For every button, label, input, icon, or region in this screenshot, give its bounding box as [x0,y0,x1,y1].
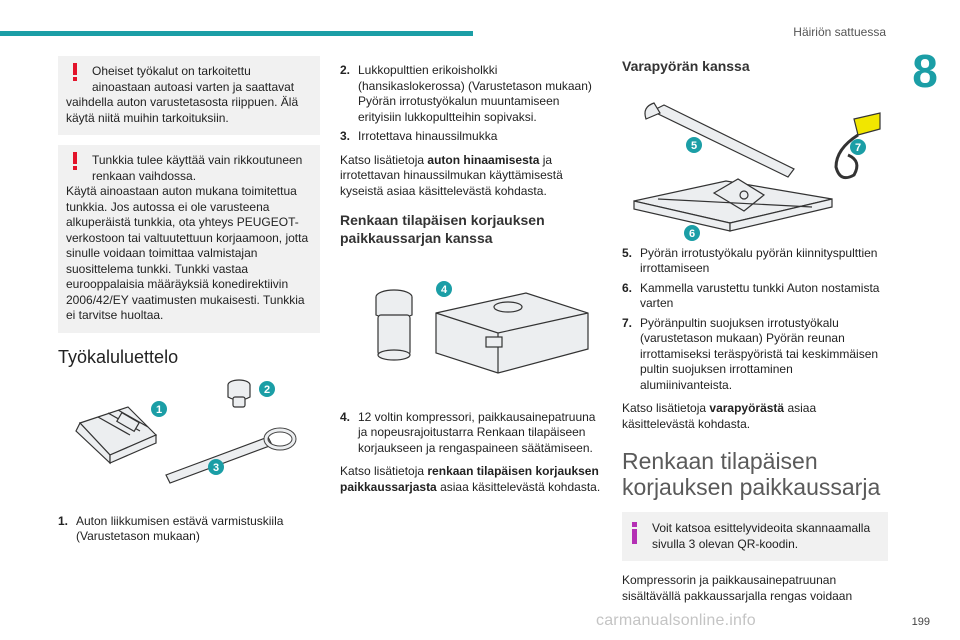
list-item-text: Lukkopulttien erikoisholkki (hansikaslokerossa) (Varustetason mukaan) Pyörän irrotustyökalun muuntamiseen erityisiin lukkopultteihin sopivaksi. [358,63,592,124]
list-item-4 [340,410,602,457]
list-item-number: 1. [58,513,69,528]
list-item-text: Pyörän irrotustyökalu pyörän kiinnityspulttien irrottamiseen [640,245,878,275]
badge-2-label: 2 [263,384,271,396]
list-item-text: Kammella varustettu tunkki Auton nostamista varten [640,280,880,310]
paragraph-text: asiaa käsittelevästä kohdasta. [436,479,601,494]
paragraph-towing [340,153,602,200]
list-item-number: 3. [340,129,351,143]
list-item-7 [622,316,888,394]
paragraph-text: Katso lisätietoja [340,152,428,167]
section-title-repair-kit: Renkaan tilapäisen korjauksen paikkaussarja [622,448,881,500]
list-item-number: 5. [622,245,633,260]
list-item-number: 2. [340,63,351,77]
paragraph-spare-wheel [622,401,888,432]
paragraph-text: ja irrotettavan hinaussilmukan käyttämisestä kyseistä asiaa käsittelevästä kohdasta. [340,152,563,198]
section-title-tool-list: Työkaluluettelo [58,346,179,367]
paragraph-bold: renkaan tilapäisen korjauksen paikkaussarjasta [340,464,599,494]
spare-wheel-tools-illustration [622,83,888,240]
list-item-number: 7. [622,315,633,330]
list-item-1 [58,514,320,545]
subsection-title-spare-wheel: Varapyörän kanssa [622,58,750,74]
list-item-text: Auton liikkumisen estävä varmistuskiila (Varustetason mukaan) [76,513,284,543]
list-item-5 [622,246,888,277]
warning-box-jack [58,145,320,333]
wheel-chock-illustration [76,407,156,463]
paragraph-text: asiaa käsittelevästä kohdasta. [622,401,817,431]
list-item-text: Pyöränpultin suojuksen irrotustyökalu (varustetason mukaan) Pyörän reunan irrottamiseksi teräspyöristä tai keskimmäisen pultin suojuksen irrottaminen alumiinivanteista. [640,315,879,392]
warning-icon [66,62,84,82]
list-item-number: 4. [340,409,351,424]
section-header: Häiriön sattuessa [793,25,886,39]
list-item-3 [340,129,602,145]
socket-illustration [228,380,250,407]
badge-7-label: 7 [854,142,862,154]
paragraph-bold: varapyörästä [709,401,785,415]
chapter-number: 8 [912,45,938,97]
badge-1-label: 1 [155,404,163,416]
list-item-number: 6. [622,280,633,295]
paragraph-bold: auton hinaamisesta [427,152,540,167]
subsection-title-repair-kit: Renkaan tilapäisen korjauksen paikkaussarjan kanssa [340,212,545,246]
list-item-text: 12 voltin kompressori, paikkausainepatruuna ja nopeusrajoitustarra Renkaan tilapäiseen korjaukseen ja rengaspaineen säätämiseen. [358,409,596,455]
tools-illustration-1-3 [58,377,320,497]
paragraph-repair-kit [340,464,602,495]
warning-text-first: Oheiset työkalut on tarkoitettu ainoastaan autoasi varten ja saattavat [92,64,295,94]
badge-3-label: 3 [212,462,220,474]
info-text-first: Voit katsoa esittelyvideoita skannaamalla [652,521,871,535]
badge-4-label: 4 [440,284,448,296]
column-2 [340,63,602,495]
badge-6-label: 6 [688,228,696,240]
column-1 [58,56,320,549]
paragraph-text: Katso lisätietoja [340,464,428,478]
column-3 [622,57,888,604]
info-icon [631,522,639,544]
list-item-text: Irrotettava hinaussilmukka [358,129,498,143]
towing-eye-illustration [166,430,294,483]
page-number: 199 [911,616,930,628]
warning-text-first: Tunkkia tulee käyttää vain rikkoutuneen renkaan vaihdossa. [92,153,303,183]
list-item-6 [622,281,888,312]
list-item-2 [340,63,602,125]
info-text-rest: sivulla 3 olevan QR-koodin. [652,536,799,551]
info-box-video [622,512,888,561]
header-accent-bar [0,31,473,36]
warning-text-rest: vaihdella auton varustetasosta riippuen. Älä käytä niitä muihin tarkoituksiin. [66,95,299,125]
paragraph-compressor: Kompressorin ja paikkausainepatruunan sisältävällä pakkaussarjalla rengas voidaan [622,573,853,603]
badge-5-label: 5 [690,140,698,152]
warning-icon [66,151,84,171]
repair-kit-illustration [340,257,602,387]
warning-box-tools [58,56,320,135]
paragraph-text: Katso lisätietoja [622,401,710,415]
warning-text-rest: Käytä ainoastaan auton mukana toimitettua tunkkia. Jos autossa ei ole varusteena alkuperäistä tunkkia, ota yhteys PEUGEOT-verkostoon tai valtuutettuun korjaamoon, jotta sinulle voidaan toimittaa valmistajan suosittelema tunkki. Tunkki vastaa eurooppalaisia määräyksiä konedirektiivin 2006/42/EY vaatimusten mukaisesti. Tunkkia ei tarvitse huoltaa. [66,184,309,322]
wheel-wrench [652,105,794,177]
watermark: carmanualsonline.info [596,612,756,629]
